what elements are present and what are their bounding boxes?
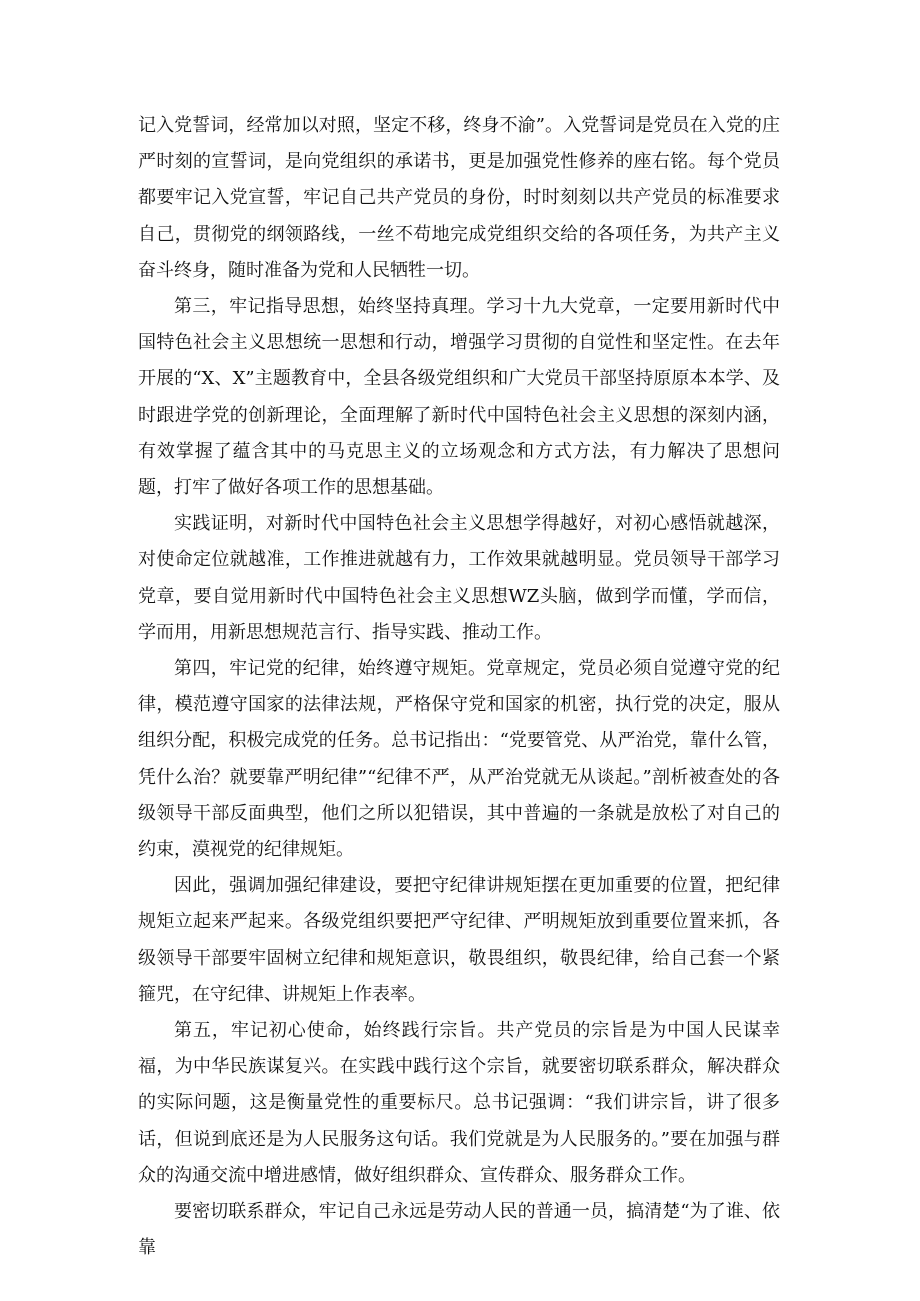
paragraph-connect-masses: 要密切联系群众，牢记自己永远是劳动人民的普通一员，搞清楚“为了谁、依靠: [138, 1201, 780, 1259]
paragraph-third-guiding-thought: 第三，牢记指导思想，始终坚持真理。学习十九大党章，一定要用新时代中国特色社会主义思想统一思想和行动，增强学习贯彻的自觉性和坚定性。在去年开展的“X、X”主题教育中，全县各级党组织和广大党员干部坚持原原本本学、及时跟进学党的创新理论，全面理解了新时代中国特色社会主义思想的深刻内涵，有效掌握了蕴含其中的马克思主义的立场观念和方式方法，有力解决了思想问题，打牢了做好各项工作的思想基础。: [138, 296, 780, 499]
paragraph-practice-proves: 实践证明，对新时代中国特色社会主义思想学得越好，对初心感悟就越深，对使命定位就越准，工作推进就越有力，工作效果就越明显。党员领导干部学习党章，要自觉用新时代中国特色社会主义思想WZ头脑，做到学而懂，学而信，学而用，用新思想规范言行、指导实践、推动工作。: [138, 513, 780, 643]
paragraph-therefore-discipline: 因此，强调加强纪律建设，要把守纪律讲规矩摆在更加重要的位置，把纪律规矩立起来严起来。各级党组织要把严守纪律、严明规矩放到重要位置来抓，各级领导干部要牢固树立纪律和规矩意识，敬畏组织，敬畏纪律，给自己套一个紧箍咒，在守纪律、讲规矩上作表率。: [138, 875, 780, 1005]
paragraph-fifth-mission: 第五，牢记初心使命，始终践行宗旨。共产党员的宗旨是为中国人民谋幸福，为中华民族谋复兴。在实践中践行这个宗旨，就要密切联系群众，解决群众的实际问题，这是衡量党性的重要标尺。总书记强调：“我们讲宗旨，讲了很多话，但说到底还是为人民服务这句话。我们党就是为人民服务的。”要在加强与群众的沟通交流中增进感情，做好组织群众、宣传群众、服务群众工作。: [138, 1020, 780, 1186]
paragraph-fourth-discipline: 第四，牢记党的纪律，始终遵守规矩。党章规定，党员必须自觉遵守党的纪律，模范遵守国家的法律法规，严格保守党和国家的机密，执行党的决定，服从组织分配，积极完成党的任务。总书记指出：“党要管党、从严治党，靠什么管，凭什么治？就要靠严明纪律”“纪律不严，从严治党就无从谈起。”剖析被查处的各级领导干部反面典型，他们之所以犯错误，其中普遍的一条就是放松了对自己的约束，漠视党的纪律规矩。: [138, 658, 780, 861]
document-page: [138, 108, 780, 1267]
paragraph-oath-continuation: 记入党誓词，经常加以对照，坚定不移，终身不渝”。入党誓词是党员在入党的庄严时刻的宣誓词，是向党组织的承诺书，更是加强党性修养的座右铭。每个党员都要牢记入党宣誓，牢记自己共产党员的身份，时时刻刻以共产党员的标准要求自己，贯彻党的纲领路线，一丝不苟地完成党组织交给的各项任务，为共产主义奋斗终身，随时准备为党和人民牺牲一切。: [138, 115, 780, 281]
